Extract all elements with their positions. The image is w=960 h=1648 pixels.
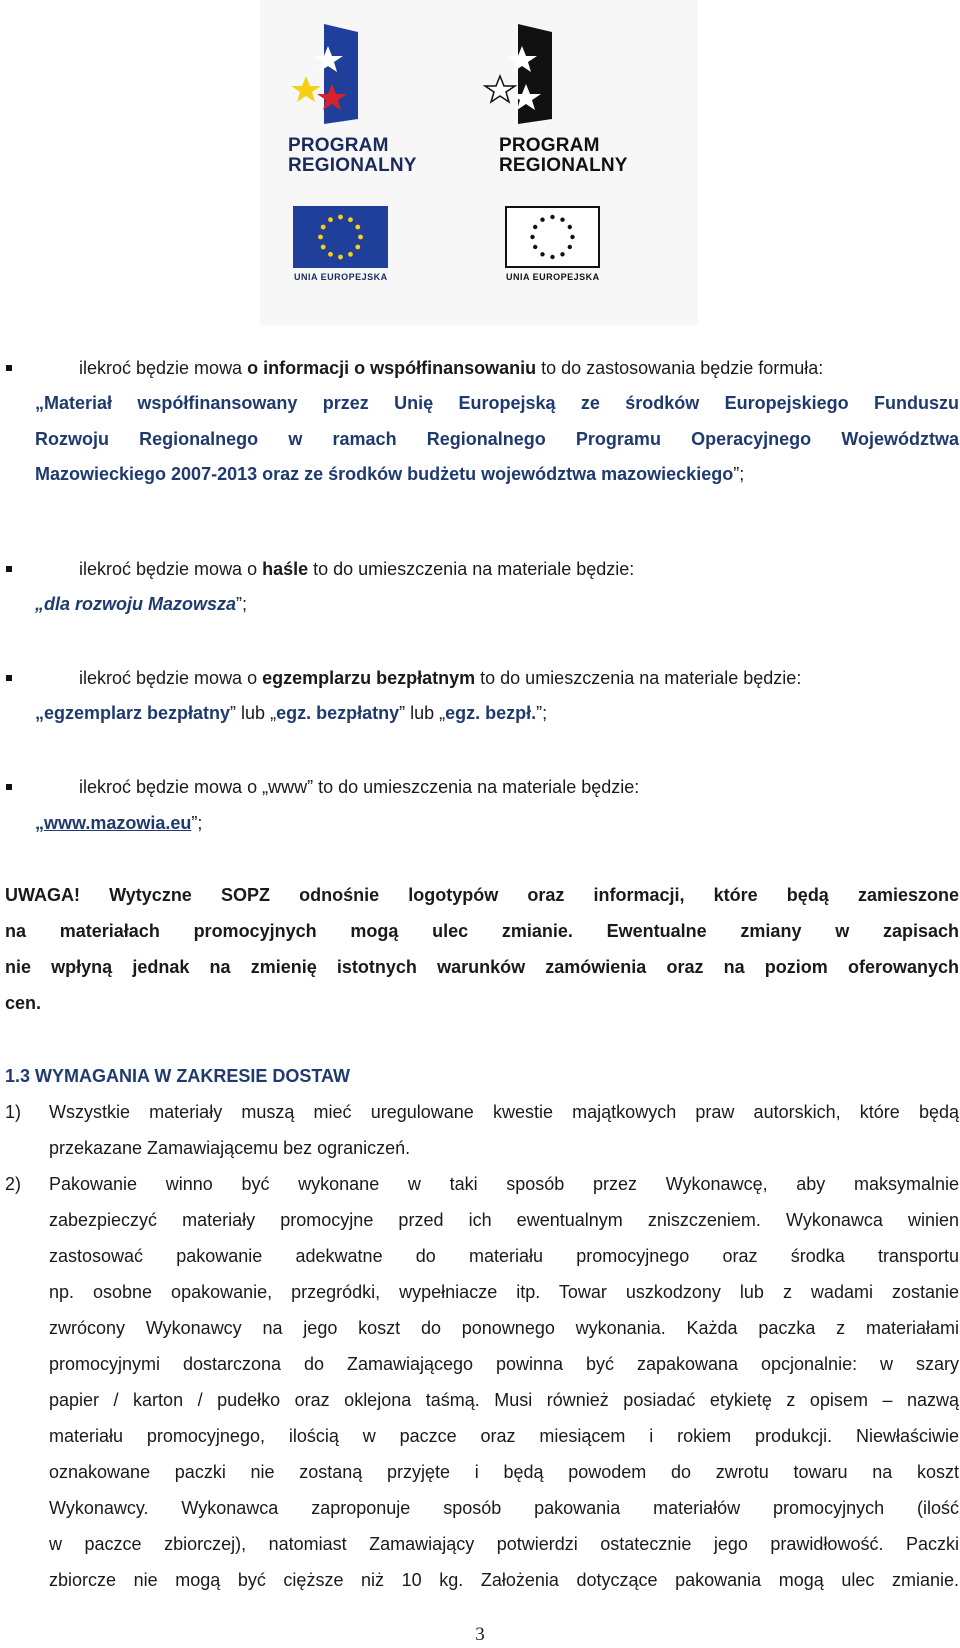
free-copy-option: egz. bezpłatny (276, 703, 400, 723)
eu-flag-color-icon (293, 206, 388, 268)
text-run: to do umieszczenia na materiale będzie: (475, 668, 802, 688)
warning-line-4: cen. (5, 993, 42, 1013)
item-2-line: np. osobne opakowanie, przegródki, wypełniacze itp. Towar uszkodzony lub z wadami zostanie (49, 1282, 959, 1302)
free-copy-option: egzemplarz bezpłatny (44, 703, 231, 723)
slogan-line (35, 593, 247, 615)
bold-term: o informacji o współfinansowaniu (247, 358, 537, 378)
program-regionalny-color-logo (288, 24, 358, 124)
text-run: to do umieszczenia na materiale będzie: (308, 559, 635, 579)
text-run: Mazowieckiego 2007-2013 oraz ze środków budżetu województwa mazowieckiego (35, 464, 734, 484)
left-regionalny-label: REGIONALNY (288, 155, 417, 176)
item-2-line: zabezpieczyć materiały promocyjne przed ich ewentualnym zniszczeniem. Wykonawca winien (49, 1210, 959, 1230)
free-copy-options (35, 702, 547, 724)
right-regionalny-label: REGIONALNY (499, 155, 628, 176)
bold-term: egzemplarzu bezpłatnym (262, 668, 476, 688)
www-line (35, 812, 202, 834)
text-run: ilekroć będzie mowa (79, 358, 248, 378)
cofinancing-formula-line-2: Rozwoju Regionalnego w ramach Regionalnego Programu Operacyjnego Województwa (35, 429, 959, 449)
bullet-4-intro: ilekroć będzie mowa o „www” to do umieszczenia na materiale będzie: (79, 777, 640, 797)
text-run: ”; (536, 703, 548, 723)
text-run: to do zastosowania będzie formuła: (536, 358, 824, 378)
text-run: ”; (191, 813, 203, 833)
bullet-marker (6, 675, 12, 681)
item-2-line: papier / karton / pudełko oraz oklejona taśmą. Musi również posiadać etykietę z opisem – nazwą (49, 1390, 959, 1410)
text-run: ” lub „ (399, 703, 446, 723)
right-eu-label: UNIA EUROPEJSKA (506, 272, 600, 282)
item-2-line: w paczce zbiorczej), natomiast Zamawiający potwierdzi ostatecznie jego prawidłowość. Paczki (49, 1534, 959, 1554)
bullet-marker (6, 566, 12, 572)
text-run: ”; (236, 594, 248, 614)
item-2-line: zbiorcze nie mogą być cięższe niż 10 kg. Założenia dotyczące pakowania mogą ulec zmianie. (49, 1570, 959, 1590)
logo-header (260, 0, 698, 325)
section-heading: 1.3 WYMAGANIA W ZAKRESIE DOSTAW (5, 1066, 351, 1086)
item-1-line: Wszystkie materiały muszą mieć uregulowane kwestie majątkowych praw autorskich, które będą (49, 1102, 959, 1122)
right-program-label: PROGRAM (499, 135, 600, 156)
text-run: „ (35, 813, 44, 833)
item-2-line: Pakowanie winno być wykonane w taki sposób przez Wykonawcę, aby maksymalnie (49, 1174, 959, 1194)
item-2-line: promocyjnymi dostarczona do Zamawiającego powinna być zapakowana opcjonalnie: w szary (49, 1354, 959, 1374)
bullet-1-intro (79, 357, 823, 379)
item-2-line: oznakowane paczki nie zostaną przyjęte i będą powodem do zwrotu towaru na koszt (49, 1462, 959, 1482)
text-run: „ (35, 703, 44, 723)
warning-line-2: na materiałach promocyjnych mogą ulec zmianie. Ewentualne zmiany w zapisach (5, 921, 959, 941)
bullet-3-intro (79, 667, 801, 689)
item-2-line: zwrócony Wykonawcy na jego koszt do ponownego wykonania. Każda paczka z materiałami (49, 1318, 959, 1338)
left-program-label: PROGRAM (288, 135, 389, 156)
cofinancing-formula-line-1: „Materiał współfinansowany przez Unię Europejską ze środków Europejskiego Funduszu (35, 393, 959, 413)
slogan-text: dla rozwoju Mazowsza (44, 594, 237, 614)
text-run: ”; (733, 464, 745, 484)
eu-flag-bw-icon (505, 206, 600, 268)
program-regionalny-bw-logo (482, 24, 552, 124)
text-run: „ (35, 594, 44, 614)
item-2-line: Wykonawcy. Wykonawca zaproponuje sposób pakowania materiałów promocyjnych (ilość (49, 1498, 959, 1518)
warning-line-1: UWAGA! Wytyczne SOPZ odnośnie logotypów oraz informacji, które będą zamieszone (5, 885, 959, 905)
bullet-marker (6, 365, 12, 371)
left-eu-label: UNIA EUROPEJSKA (294, 272, 388, 282)
bullet-2-intro (79, 558, 634, 580)
text-run: ” lub „ (230, 703, 277, 723)
free-copy-option: egz. bezpł. (445, 703, 537, 723)
text-run: ilekroć będzie mowa o (79, 559, 263, 579)
warning-line-3: nie wpłyną jednak na zmienię istotnych warunków zamówienia oraz na poziom oferowanych (5, 957, 959, 977)
cofinancing-formula-line-3 (35, 463, 744, 485)
item-1-line: przekazane Zamawiającemu bez ograniczeń. (49, 1138, 411, 1158)
item-number: 2) (5, 1174, 22, 1194)
page-number: 3 (475, 1624, 485, 1645)
bold-term: haśle (262, 559, 309, 579)
item-2-line: zastosować pakowanie adekwatne do materiału promocyjnego oraz środka transportu (49, 1246, 959, 1266)
text-run: ilekroć będzie mowa o (79, 668, 263, 688)
bullet-marker (6, 784, 12, 790)
item-2-line: materiału promocyjnego, ilością w paczce oraz miesiącem i rokiem produkcji. Niewłaściwie (49, 1426, 959, 1446)
website-link[interactable]: www.mazowia.eu (44, 813, 192, 833)
item-number: 1) (5, 1102, 22, 1122)
